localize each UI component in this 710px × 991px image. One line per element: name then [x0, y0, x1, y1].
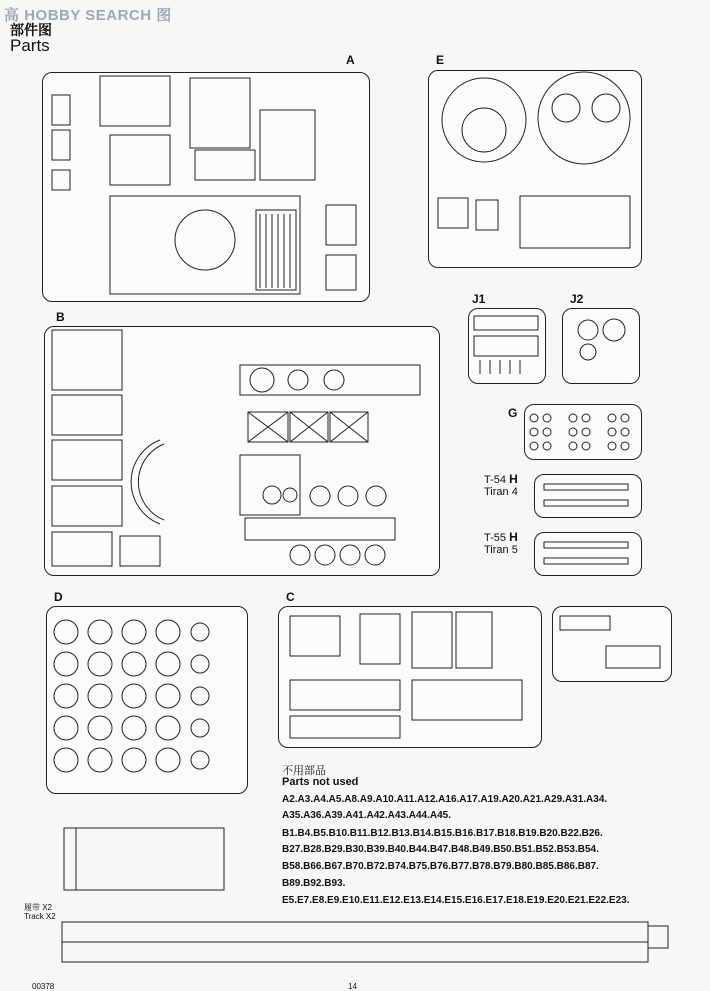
barrel-part: [544, 542, 628, 548]
page-title: Parts: [10, 36, 50, 55]
barrel-part: [544, 558, 628, 564]
track-label-en: Track X2: [24, 912, 56, 921]
h-letter: H: [509, 472, 518, 486]
barrel-part: [544, 484, 628, 490]
part-outline: [100, 76, 170, 126]
unused-line: A2.A3.A4.A5.A8.A9.A10.A11.A12.A16.A17.A19.A20.A21.A29.A31.A34.: [282, 794, 608, 805]
h-model: T-54: [484, 474, 507, 486]
h-name: Tiran 4: [484, 486, 518, 498]
road-wheels: [54, 620, 209, 772]
turret-top-part: [442, 78, 526, 162]
sprue-label-j2: J2: [570, 292, 584, 306]
sprue-label-d: D: [54, 590, 63, 604]
unused-line: B27.B28.B29.B30.B39.B40.B44.B47.B48.B49.B50.B51.B52.B53.B54.: [282, 844, 599, 855]
sprue-label-a: A: [346, 53, 355, 67]
part-outline: [326, 255, 356, 290]
page-title-cn: 部件图: [10, 22, 52, 38]
part-outline: [52, 95, 70, 125]
part-outline: [52, 130, 70, 160]
turret-ring-part: [175, 210, 235, 270]
part-outline: [52, 170, 70, 190]
hull-side-part: [64, 828, 224, 890]
part-outline: [190, 78, 250, 148]
part-outline: [326, 205, 356, 245]
unused-title: Parts not used: [282, 776, 359, 788]
page-number: 14: [348, 982, 357, 991]
unused-line: B58.B66.B67.B70.B72.B74.B75.B76.B77.B78.B79.B80.B85.B86.B87.: [282, 861, 599, 872]
footer-code: 00378: [32, 982, 55, 991]
unused-title-cn: 不用部品: [282, 765, 326, 777]
sprue-label-c: C: [286, 590, 295, 604]
unused-line: B1.B4.B5.B10.B11.B12.B13.B14.B15.B16.B17.B18.B19.B20.B22.B26.: [282, 828, 603, 839]
h-label-t54: [484, 472, 518, 498]
track-label-cn: 履带 X2: [24, 903, 53, 912]
h-model: T-55: [484, 532, 507, 544]
part-outline: [195, 150, 255, 180]
h-label-t55: [484, 530, 518, 556]
watermark-cn: 高: [4, 7, 20, 24]
sprue-label-j1: J1: [472, 292, 486, 306]
h-letter: H: [509, 530, 518, 544]
track-label: [24, 903, 56, 921]
sprue-label-b: B: [56, 310, 65, 324]
h-name: Tiran 5: [484, 544, 518, 556]
barrel-part: [544, 500, 628, 506]
part-outline: [110, 135, 170, 185]
part-outline: [260, 110, 315, 180]
unused-line: B89.B92.B93.: [282, 878, 346, 889]
unused-line: E5.E7.E8.E9.E10.E11.E12.E13.E14.E15.E16.E17.E18.E19.E20.E21.E22.E23.: [282, 895, 630, 906]
sprue-label-g: G: [508, 406, 518, 420]
sprue-label-e: E: [436, 53, 445, 67]
watermark-brand: HOBBY SEARCH: [24, 7, 152, 24]
unused-line: A35.A36.A39.A41.A42.A43.A44.A45.: [282, 810, 451, 821]
watermark-cn2: 图: [156, 7, 172, 24]
